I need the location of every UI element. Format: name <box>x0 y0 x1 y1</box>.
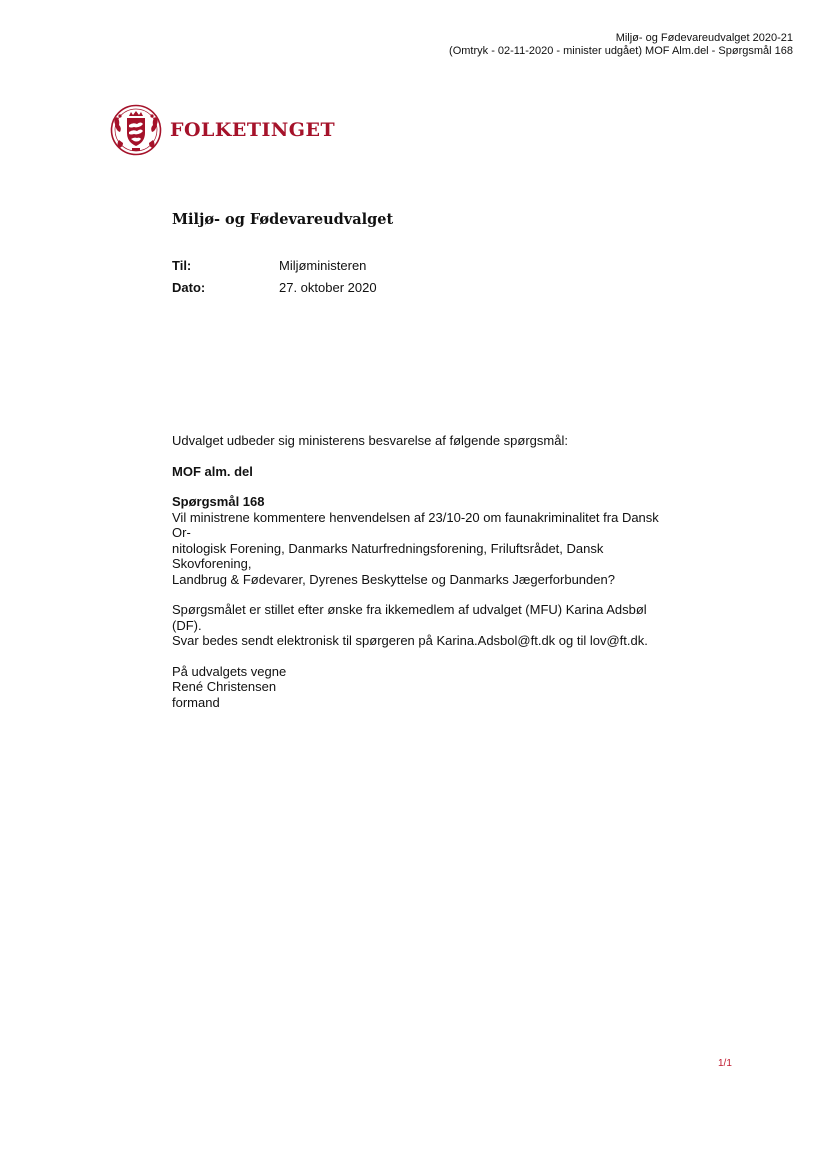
recipient-date-block <box>172 258 377 302</box>
reference-line-1: Miljø- og Fødevareudvalget 2020-21 <box>615 32 793 44</box>
folketinget-logo <box>110 103 335 157</box>
to-value: Miljøministeren <box>279 258 367 273</box>
date-row <box>172 280 377 302</box>
document-reference-header <box>449 32 793 58</box>
signature-block <box>172 664 672 711</box>
signature-line: René Christensen <box>172 679 277 694</box>
section-label: MOF alm. del <box>172 463 253 479</box>
coat-of-arms-icon <box>110 104 162 156</box>
to-label: Til: <box>172 258 192 273</box>
requester-line: Spørgsmålet er stillet efter ønske fra ikkemedlem af udvalget (MFU) Karina Adsbøl (DF). <box>172 602 647 633</box>
page-number: 1/1 <box>718 1058 732 1069</box>
letter-body <box>172 433 672 710</box>
reference-line-2: (Omtryk - 02-11-2020 - minister udgået) MOF Alm.del - Spørgsmål 168 <box>449 45 793 57</box>
recipient-row <box>172 258 377 280</box>
question-title: Spørgsmål 168 <box>172 494 265 509</box>
question-line: Landbrug & Fødevarer, Dyrenes Beskyttelse og Danmarks Jægerforbunden? <box>172 571 615 587</box>
question-line: Vil ministrene kommentere henvendelsen af 23/10-20 om faunakriminalitet fra Dansk Or- <box>172 509 659 540</box>
logo-wordmark: FOLKETINGET <box>170 119 336 141</box>
requester-note <box>172 602 672 649</box>
committee-title: Miljø- og Fødevareudvalget <box>172 211 394 228</box>
question-line: nitologisk Forening, Danmarks Naturfredningsforening, Friluftsrådet, Dansk Skovforening, <box>172 540 604 571</box>
date-value: 27. oktober 2020 <box>279 280 377 295</box>
date-label: Dato: <box>172 280 206 295</box>
signature-line: På udvalgets vegne <box>172 663 287 679</box>
signature-line: formand <box>172 694 220 710</box>
question-text <box>172 510 672 588</box>
requester-line: Svar bedes sendt elektronisk til spørgeren på Karina.Adsbol@ft.dk og til lov@ft.dk. <box>172 633 648 648</box>
intro-text: Udvalget udbeder sig ministerens besvarelse af følgende spørgsmål: <box>172 433 568 448</box>
